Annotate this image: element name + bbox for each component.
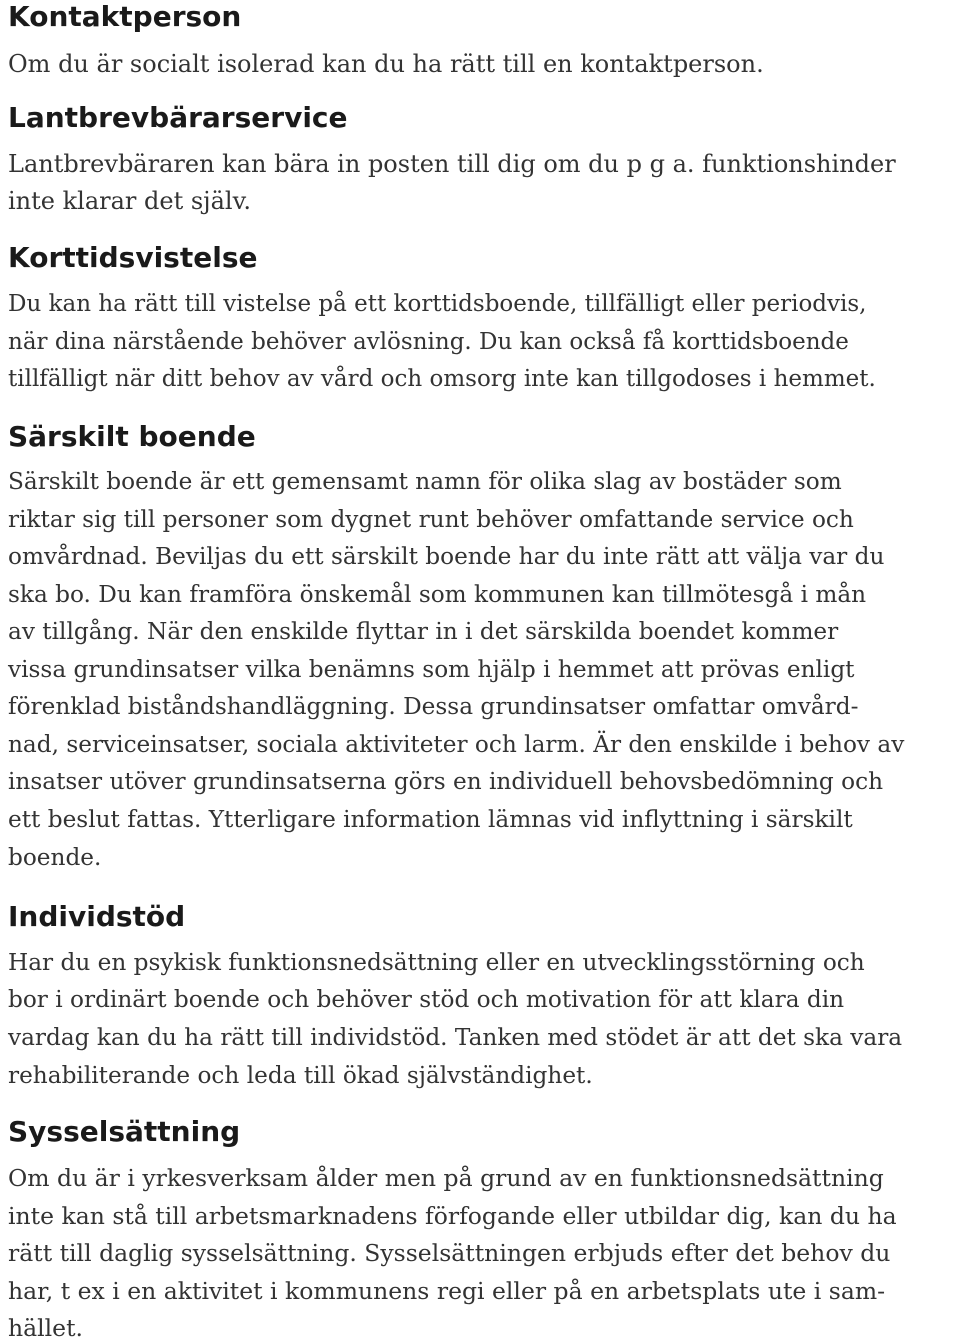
paragraph-line: insatser utöver grundinsatserna görs en individuell behovsbedömning och xyxy=(8,768,884,795)
paragraph-line: Om du är socialt isolerad kan du ha rätt till en kontaktperson. xyxy=(8,50,764,78)
paragraph-line: Om du är i yrkesverksam ålder men på grund av en funktionsnedsättning xyxy=(8,1164,884,1192)
section-heading-lantbrevbararservice: Lantbrevbärarservice xyxy=(8,101,348,134)
paragraph-line: Särskilt boende är ett gemensamt namn för olika slag av bostäder som xyxy=(8,468,842,495)
paragraph-line: förenklad biståndshandläggning. Dessa grundinsatser omfattar omvård- xyxy=(8,693,859,720)
paragraph-line: vardag kan du ha rätt till individstöd. Tanken med stödet är att det ska vara xyxy=(8,1024,903,1051)
paragraph-line: hället. xyxy=(8,1314,83,1342)
section-heading-korttidsvistelse: Korttidsvistelse xyxy=(8,241,258,274)
section-heading-sarskilt-boende: Särskilt boende xyxy=(8,420,256,453)
paragraph-line: nad, serviceinsatser, sociala aktiviteter och larm. Är den enskilde i behov av xyxy=(8,731,905,758)
paragraph-line: ska bo. Du kan framföra önskemål som kommunen kan tillmötesgå i mån xyxy=(8,581,867,608)
paragraph-line: när dina närstående behöver avlösning. Du kan också få korttidsboende xyxy=(8,329,849,355)
paragraph-line: omvårdnad. Beviljas du ett särskilt boende har du inte rätt att välja var du xyxy=(8,543,885,570)
paragraph-line: tillfälligt när ditt behov av vård och omsorg inte kan tillgodoses i hemmet. xyxy=(8,366,876,392)
paragraph-line: ett beslut fattas. Ytterligare information lämnas vid inflyttning i särskilt xyxy=(8,806,853,833)
section-heading-sysselsattning: Sysselsättning xyxy=(8,1115,241,1148)
paragraph-line: har, t ex i en aktivitet i kommunens regi eller på en arbetsplats ute i sam- xyxy=(8,1277,886,1305)
paragraph-line: vissa grundinsatser vilka benämns som hjälp i hemmet att prövas enligt xyxy=(8,656,855,683)
section-heading-individstod: Individstöd xyxy=(8,900,186,933)
section-heading-kontaktperson: Kontaktperson xyxy=(8,0,242,33)
paragraph-line: Har du en psykisk funktionsnedsättning eller en utvecklingsstörning och xyxy=(8,949,865,976)
paragraph-line: Du kan ha rätt till vistelse på ett korttidsboende, tillfälligt eller periodvis, xyxy=(8,291,867,317)
paragraph-line: inte kan stå till arbetsmarknadens förfogande eller utbildar dig, kan du ha xyxy=(8,1202,897,1230)
paragraph-line: rätt till daglig sysselsättning. Sysselsättningen erbjuds efter det behov du xyxy=(8,1239,891,1267)
paragraph-line: inte klarar det själv. xyxy=(8,187,251,215)
paragraph-line: bor i ordinärt boende och behöver stöd och motivation för att klara din xyxy=(8,986,845,1013)
paragraph-line: riktar sig till personer som dygnet runt behöver omfattande service och xyxy=(8,506,854,533)
paragraph-line: Lantbrevbäraren kan bära in posten till dig om du p g a. funktionshinder xyxy=(8,150,896,178)
paragraph-line: av tillgång. När den enskilde flyttar in i det särskilda boendet kommer xyxy=(8,618,839,645)
paragraph-line: rehabiliterande och leda till ökad självständighet. xyxy=(8,1062,593,1089)
paragraph-line: boende. xyxy=(8,844,102,871)
